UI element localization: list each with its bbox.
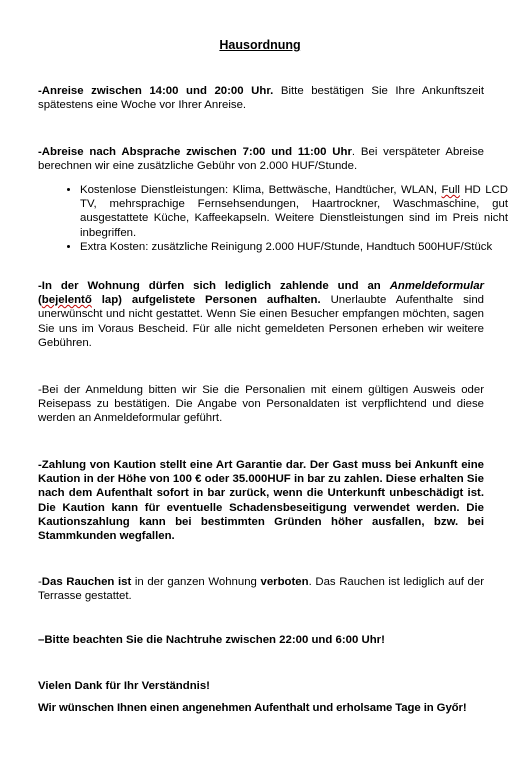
departure-paragraph (38, 145, 484, 173)
departure-heading: -Abreise nach Absprache zwischen 7:00 und 11:00 Uhr (38, 146, 352, 158)
guests-heading-close: lap) aufgelistete Personen aufhalten. (91, 294, 321, 307)
departure-text: . Bei verspäteter Abreise berechnen wir eine zusätzliche Gebühr von 2.000 HUF/Stunde. (38, 146, 484, 173)
quiet-hours-text: –Bitte beachten Sie die Nachtruhe zwischen 22:00 und 6:00 Uhr! (38, 634, 385, 646)
guests-heading-a: -In der Wohnung dürfen sich lediglich zahlende und an (38, 280, 390, 292)
smoking-dash: - (38, 576, 42, 588)
smoking-text: . Das Rauchen ist lediglich auf der Terrasse gestattet. (38, 576, 485, 603)
smoking-bold-a: Das Rauchen ist (41, 576, 132, 588)
arrival-text: Bitte bestätigen Sie Ihre Ankunftszeit spätestens eine Woche vor Ihrer Anreise. (38, 85, 484, 112)
arrival-paragraph (38, 84, 484, 112)
guests-text: Unerlaubte Aufenthalte sind unerwünscht und nicht gestattet. Wenn Sie einen Besucher empfangen möchten, sagen Sie uns im Voraus Bescheid. Für alle nicht gemeldeten Personen erheben wir weitere Gebühren. (38, 294, 484, 349)
page-title: Hausordnung (219, 38, 301, 52)
arrival-heading: -Anreise zwischen 14:00 und 20:00 Uhr. (38, 85, 274, 97)
thanks-paragraph (38, 679, 484, 693)
quiet-hours-paragraph (38, 633, 484, 647)
smoking-mid: in der ganzen Wohnung (131, 576, 261, 588)
guests-paragraph (38, 279, 484, 350)
guests-heading-hungarian: bejelentő (41, 294, 92, 307)
smoking-bold-b: verboten (260, 576, 309, 588)
free-services-text-a: Kostenlose Dienstleistungen: Klima, Bettwäsche, Handtücher, WLAN, (80, 184, 442, 196)
smoking-paragraph (38, 575, 484, 603)
guests-heading-italic: Anmeldeformular (389, 280, 484, 292)
wish-paragraph (38, 701, 488, 715)
free-services-full: Full (441, 184, 460, 196)
wish-text: Wir wünschen Ihnen einen angenehmen Aufenthalt und erholsame Tage in Győr! (38, 702, 467, 714)
thanks-text: Vielen Dank für Ihr Verständnis! (38, 680, 210, 692)
free-services-text-b: HD LCD TV, mehrsprachige Fernsehsendungen, Haartrockner, Waschmaschine, gut ausgestattete Küche, Kaffeekapseln. Weitere Dienstleistungen sind im Preis nicht inbegriffen. (80, 184, 508, 239)
extra-costs-text: Extra Kosten: zusätzliche Reinigung 2.000 HUF/Stunde, Handtuch 500HUF/Stück (80, 240, 493, 253)
list-item-extra-costs (80, 240, 508, 254)
deposit-paragraph (38, 458, 484, 543)
list-item-free-services (80, 183, 508, 240)
services-list (56, 183, 508, 254)
guests-heading-open: ( (38, 294, 42, 307)
registration-paragraph (38, 383, 484, 426)
registration-text: -Bei der Anmeldung bitten wir Sie die Personalien mit einem gültigen Ausweis oder Reisepass zu bestätigen. Die Angabe von Personaldaten ist verpflichtend und diese werden an Anmeldeformular geführt. (38, 384, 484, 425)
deposit-text: -Zahlung von Kaution stellt eine Art Garantie dar. Der Gast muss bei Ankunft eine Kaution in der Höhe von 100 € oder 35.000HUF in bar zu zahlen. Diese erhalten Sie nach dem Aufenthalt sofort in bar zurück, wenn die Unterkunft unbeschädigt ist. Die Kaution kann für eventuelle Schadensbeseitigung verwendet werden. Die Kautionszahlung kann bei bestimmten Gründen höher ausfallen, bzw. bei Stammkunden wegfallen. (38, 459, 484, 543)
